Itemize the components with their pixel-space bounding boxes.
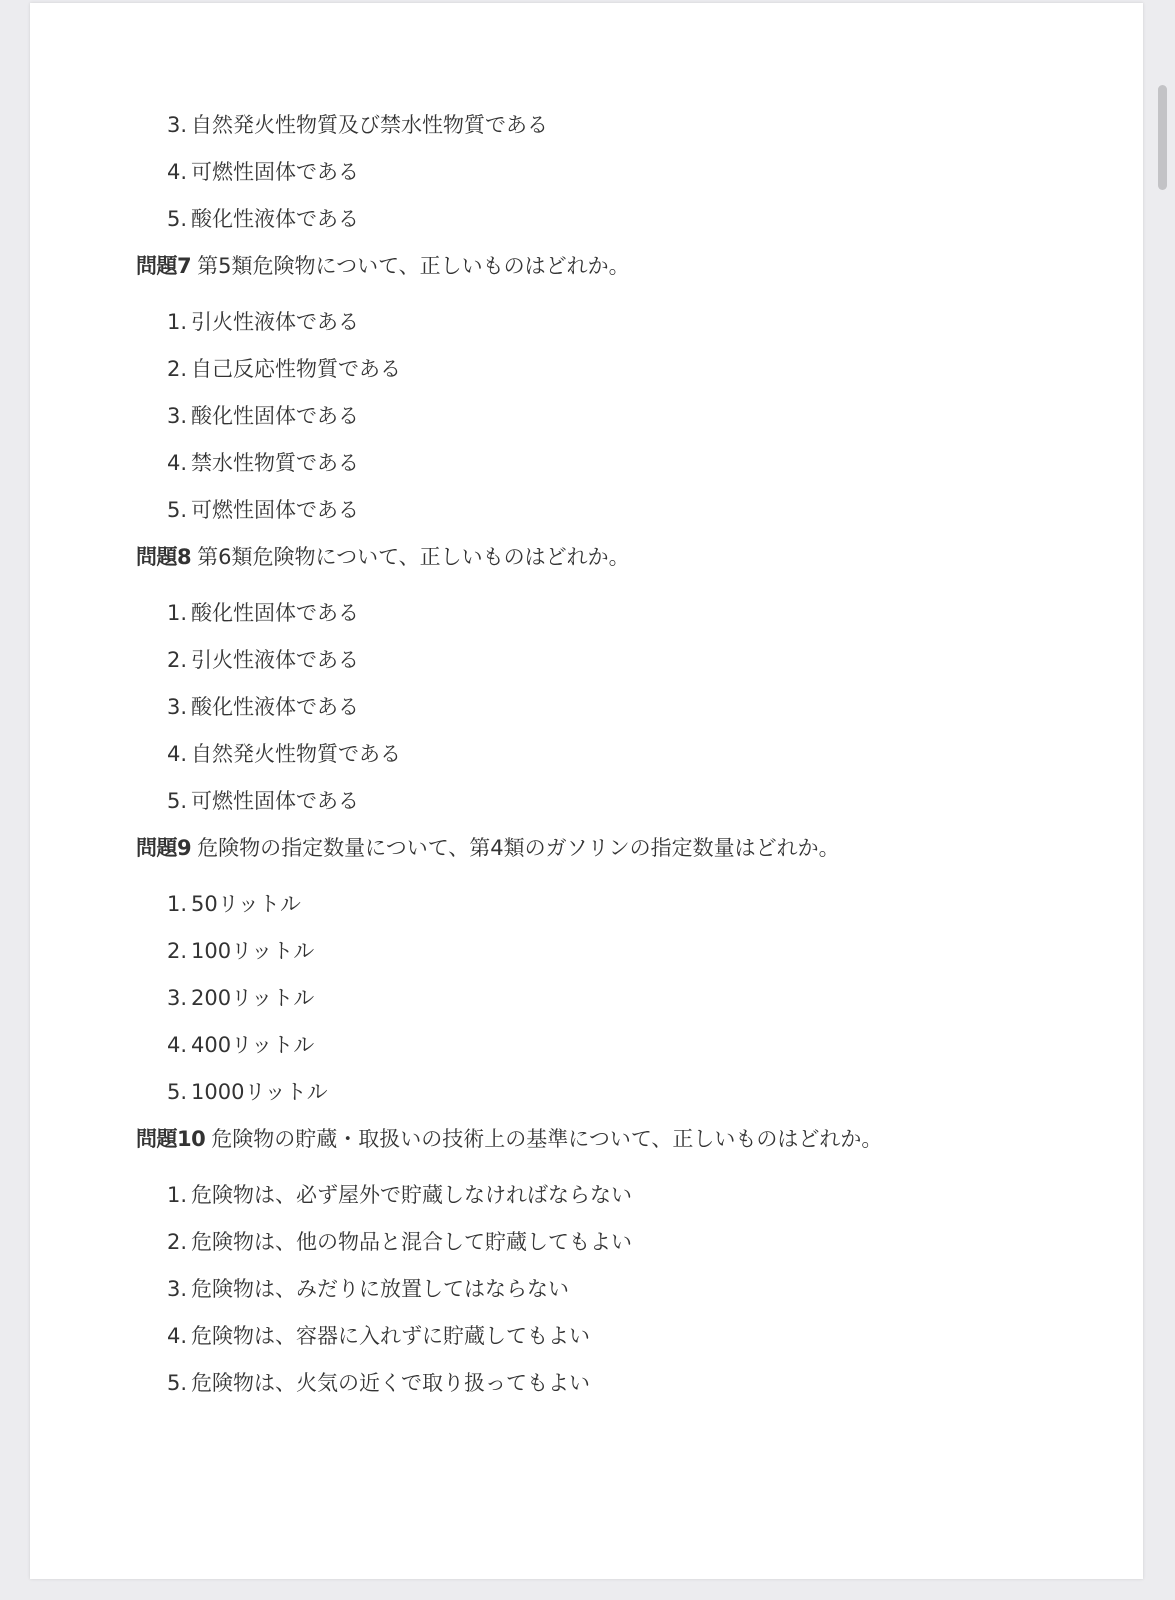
option-text: 引火性液体である (191, 310, 360, 334)
option-number: 1. (167, 601, 188, 625)
option-item (167, 693, 1076, 721)
option-item (167, 787, 1076, 815)
option-item (167, 1181, 1076, 1209)
options-list-q10 (136, 1181, 1076, 1397)
options-list-q8 (136, 599, 1076, 815)
question-text: 第5類危険物について、正しいものはどれか。 (197, 254, 630, 278)
option-text: 危険物は、容器に入れずに貯蔵してもよい (191, 1324, 591, 1348)
option-item (167, 599, 1076, 627)
option-text: 酸化性液体である (191, 207, 360, 231)
option-text: 自然発火性物質である (191, 742, 402, 766)
question-7 (136, 252, 1076, 280)
option-item (167, 111, 1076, 139)
option-number: 1. (167, 892, 188, 916)
option-item (167, 984, 1076, 1012)
option-item (167, 740, 1076, 768)
option-number: 5. (167, 498, 188, 522)
options-list-q9 (136, 890, 1076, 1106)
document-content (136, 111, 1076, 1416)
option-text: 自然発火性物質及び禁水性物質である (191, 113, 549, 137)
option-number: 4. (167, 451, 188, 475)
option-text: 1000リットル (191, 1080, 328, 1104)
option-text: 200リットル (191, 986, 315, 1010)
question-8 (136, 543, 1076, 571)
question-9 (136, 834, 1076, 862)
question-10 (136, 1125, 1076, 1153)
options-list-continued (136, 111, 1076, 233)
option-number: 2. (167, 939, 188, 963)
option-item (167, 308, 1076, 336)
option-text: 禁水性物質である (191, 451, 360, 475)
option-text: 400リットル (191, 1033, 315, 1057)
option-item (167, 1369, 1076, 1397)
option-number: 4. (167, 1324, 188, 1348)
question-label: 問題10 (136, 1127, 206, 1151)
option-text: 危険物は、みだりに放置してはならない (191, 1277, 570, 1301)
question-text: 危険物の貯蔵・取扱いの技術上の基準について、正しいものはどれか。 (211, 1127, 883, 1151)
question-text: 危険物の指定数量について、第4類のガソリンの指定数量はどれか。 (197, 836, 840, 860)
option-number: 3. (167, 404, 188, 428)
option-text: 50リットル (191, 892, 301, 916)
question-label: 問題9 (136, 836, 192, 860)
option-item (167, 158, 1076, 186)
option-item (167, 1031, 1076, 1059)
option-number: 5. (167, 1080, 188, 1104)
option-number: 3. (167, 695, 188, 719)
option-item (167, 1228, 1076, 1256)
options-list-q7 (136, 308, 1076, 524)
option-number: 3. (167, 113, 188, 137)
option-number: 4. (167, 742, 188, 766)
option-item (167, 205, 1076, 233)
option-item (167, 355, 1076, 383)
option-number: 2. (167, 357, 188, 381)
option-text: 自己反応性物質である (191, 357, 402, 381)
option-text: 酸化性固体である (191, 601, 360, 625)
option-number: 2. (167, 648, 188, 672)
option-number: 4. (167, 1033, 188, 1057)
question-text: 第6類危険物について、正しいものはどれか。 (197, 545, 630, 569)
question-label: 問題7 (136, 254, 192, 278)
option-item (167, 646, 1076, 674)
option-item (167, 890, 1076, 918)
option-number: 5. (167, 1371, 188, 1395)
option-number: 3. (167, 986, 188, 1010)
option-item (167, 1275, 1076, 1303)
option-item (167, 496, 1076, 524)
option-text: 酸化性固体である (191, 404, 360, 428)
option-text: 危険物は、火気の近くで取り扱ってもよい (191, 1371, 591, 1395)
option-text: 可燃性固体である (191, 789, 360, 813)
option-item (167, 1078, 1076, 1106)
vertical-scrollbar-thumb[interactable] (1158, 85, 1167, 190)
option-text: 酸化性液体である (191, 695, 360, 719)
option-number: 1. (167, 1183, 188, 1207)
option-text: 100リットル (191, 939, 315, 963)
option-number: 3. (167, 1277, 188, 1301)
option-item (167, 1322, 1076, 1350)
option-number: 2. (167, 1230, 188, 1254)
option-number: 5. (167, 207, 188, 231)
option-number: 5. (167, 789, 188, 813)
option-number: 1. (167, 310, 188, 334)
document-page (30, 3, 1143, 1579)
option-text: 危険物は、他の物品と混合して貯蔵してもよい (191, 1230, 633, 1254)
option-text: 可燃性固体である (191, 160, 360, 184)
option-item (167, 937, 1076, 965)
option-text: 可燃性固体である (191, 498, 360, 522)
option-text: 引火性液体である (191, 648, 360, 672)
question-label: 問題8 (136, 545, 192, 569)
option-item (167, 449, 1076, 477)
option-number: 4. (167, 160, 188, 184)
option-text: 危険物は、必ず屋外で貯蔵しなければならない (191, 1183, 633, 1207)
option-item (167, 402, 1076, 430)
